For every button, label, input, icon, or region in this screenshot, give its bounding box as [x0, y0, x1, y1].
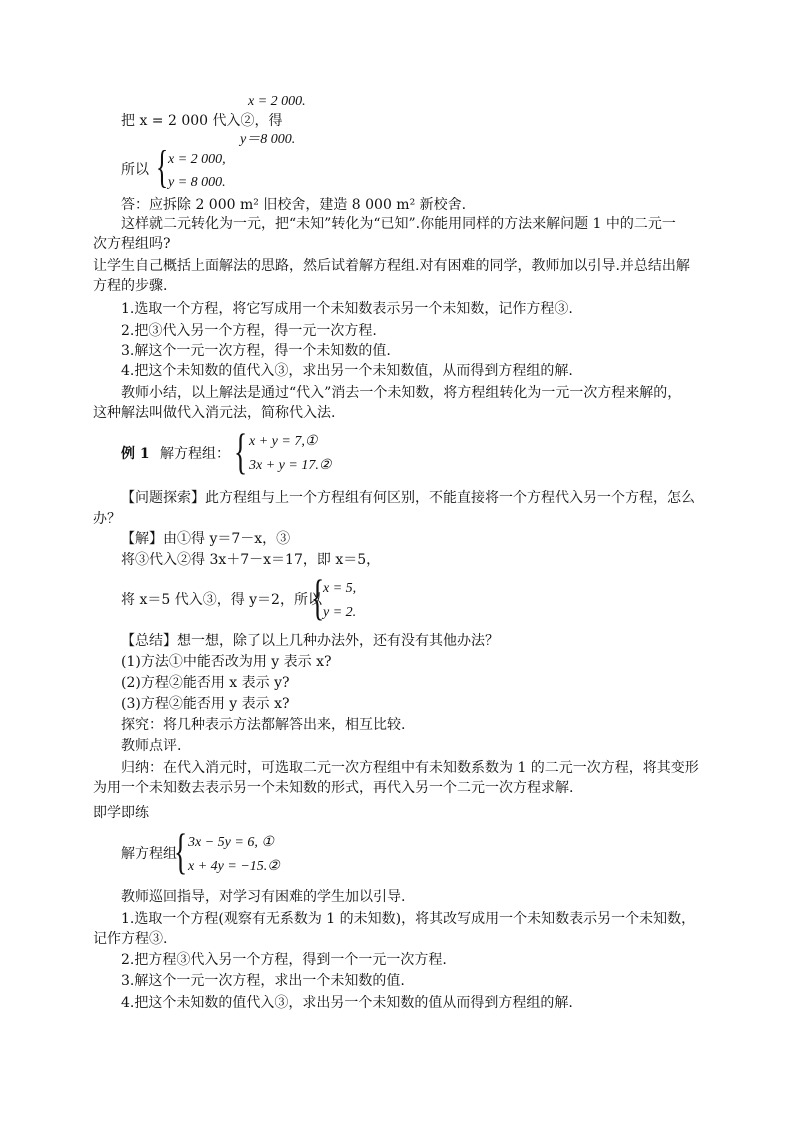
paragraph-line: 探究：将几种表示方法都解答出来，相互比较.	[121, 717, 406, 733]
solution-line: 将③代入②得 3x＋7－x＝17，即 x＝5，	[121, 552, 381, 568]
text-line: 所以	[121, 162, 149, 178]
paragraph-line: 教师巡回指导，对学习有困难的学生加以引导.	[121, 889, 406, 905]
paragraph-line: 教师点评.	[121, 738, 182, 754]
question-item: (2)方程②能否用 x 表示 y?	[121, 675, 290, 691]
left-brace-icon: {	[156, 141, 169, 192]
explore-text: 此方程组与上一个方程组有何区别，不能直接将一个方程代入另一个方程，怎么	[205, 490, 695, 506]
step-item: 4.把这个未知数的值代入③，求出另一个未知数值，从而得到方程组的解.	[121, 363, 573, 379]
answer-line: 答：应拆除 2 000 m² 旧校舍，建造 8 000 m² 新校舍.	[121, 197, 467, 213]
step-item: 4.把这个未知数的值代入③，求出另一个未知数的值从而得到方程组的解.	[121, 995, 573, 1011]
step-item: 1.选取一个方程，将它写成用一个未知数表示另一个未知数，记作方程③.	[121, 301, 573, 317]
question-item: (1)方法①中能否改为用 y 表示 x?	[121, 654, 332, 670]
paragraph-line: 方程的步骤.	[93, 278, 168, 294]
solution-tag: 【解】	[121, 531, 163, 547]
system-equation: x = 2 000,	[168, 152, 226, 167]
step-item: 2.把方程③代入另一个方程，得到一个一元一次方程.	[121, 952, 447, 968]
system-equation: x + y = 7,①	[249, 434, 318, 449]
summary-line	[121, 632, 499, 650]
example-label: 例 1	[121, 446, 150, 462]
paragraph-line: 教师小结，以上解法是通过“代入”消去一个未知数，将方程组转化为一元一次方程来解的，	[121, 385, 682, 401]
left-brace-icon: {	[311, 569, 325, 625]
step-item: 3.解这个一元一次方程，求出一个未知数的值.	[121, 973, 405, 989]
question-item: (3)方程②能否用 y 表示 x?	[121, 696, 290, 712]
step-item: 3.解这个一元一次方程，得一个未知数的值.	[121, 343, 391, 359]
equation-line: x = 2 000.	[248, 94, 306, 109]
practice-text: 解方程组	[121, 846, 177, 862]
paragraph-line: 这样就二元转化为一元，把“未知”转化为“已知”.你能用同样的方法来解问题 1 中的二元一	[121, 216, 676, 232]
paragraph-line: 次方程组吗?	[93, 236, 171, 252]
step-item: 2.把③代入另一个方程，得一元一次方程.	[121, 323, 377, 339]
step-item: 1.选取一个方程(观察有无系数为 1 的未知数)，将其改写成用一个未知数表示另一个未知数，	[121, 911, 696, 927]
solution-line	[121, 530, 290, 548]
system-equation: x + 4y = −15.②	[188, 859, 280, 874]
paragraph-line: 为用一个未知数去表示另一个未知数的形式，再代入另一个二元一次方程求解.	[93, 780, 574, 796]
paragraph-line: 归纳：在代入消元时，可选取二元一次方程组中有未知数系数为 1 的二元一次方程，将其变形	[121, 760, 699, 776]
system-equation: 3x − 5y = 6, ①	[188, 835, 274, 850]
paragraph-line	[121, 489, 695, 507]
section-title: 即学即练	[93, 805, 149, 821]
paragraph-line: 这种解法叫做代入消元法，简称代入法.	[93, 405, 336, 421]
system-equation: y = 2.	[323, 605, 357, 620]
example-text: 解方程组：	[160, 446, 230, 462]
system-equation: x = 5,	[323, 581, 357, 596]
paragraph-line: 让学生自己概括上面解法的思路，然后试着解方程组.对有困难的同学，教师加以引导.并总结出解	[93, 258, 690, 274]
explore-tag: 【问题探索】	[121, 490, 205, 506]
equation-line: y＝8 000.	[240, 132, 296, 147]
summary-tag: 【总结】	[121, 633, 177, 649]
system-equation: 3x + y = 17.②	[249, 458, 332, 473]
paragraph-line: 办？	[93, 511, 121, 527]
text-line: 把 x = 2 000 代入②，得	[121, 113, 283, 129]
left-brace-icon: {	[174, 823, 188, 879]
step-item: 记作方程③.	[93, 931, 168, 947]
solution-text: 由①得 y＝7－x，③	[163, 531, 291, 547]
system-equation: y = 8 000.	[168, 175, 226, 190]
left-brace-icon: {	[234, 423, 248, 479]
summary-text: 想一想，除了以上几种办法外，还有没有其他办法？	[177, 633, 499, 649]
solution-line: 将 x＝5 代入③，得 y＝2，所以	[121, 592, 322, 608]
